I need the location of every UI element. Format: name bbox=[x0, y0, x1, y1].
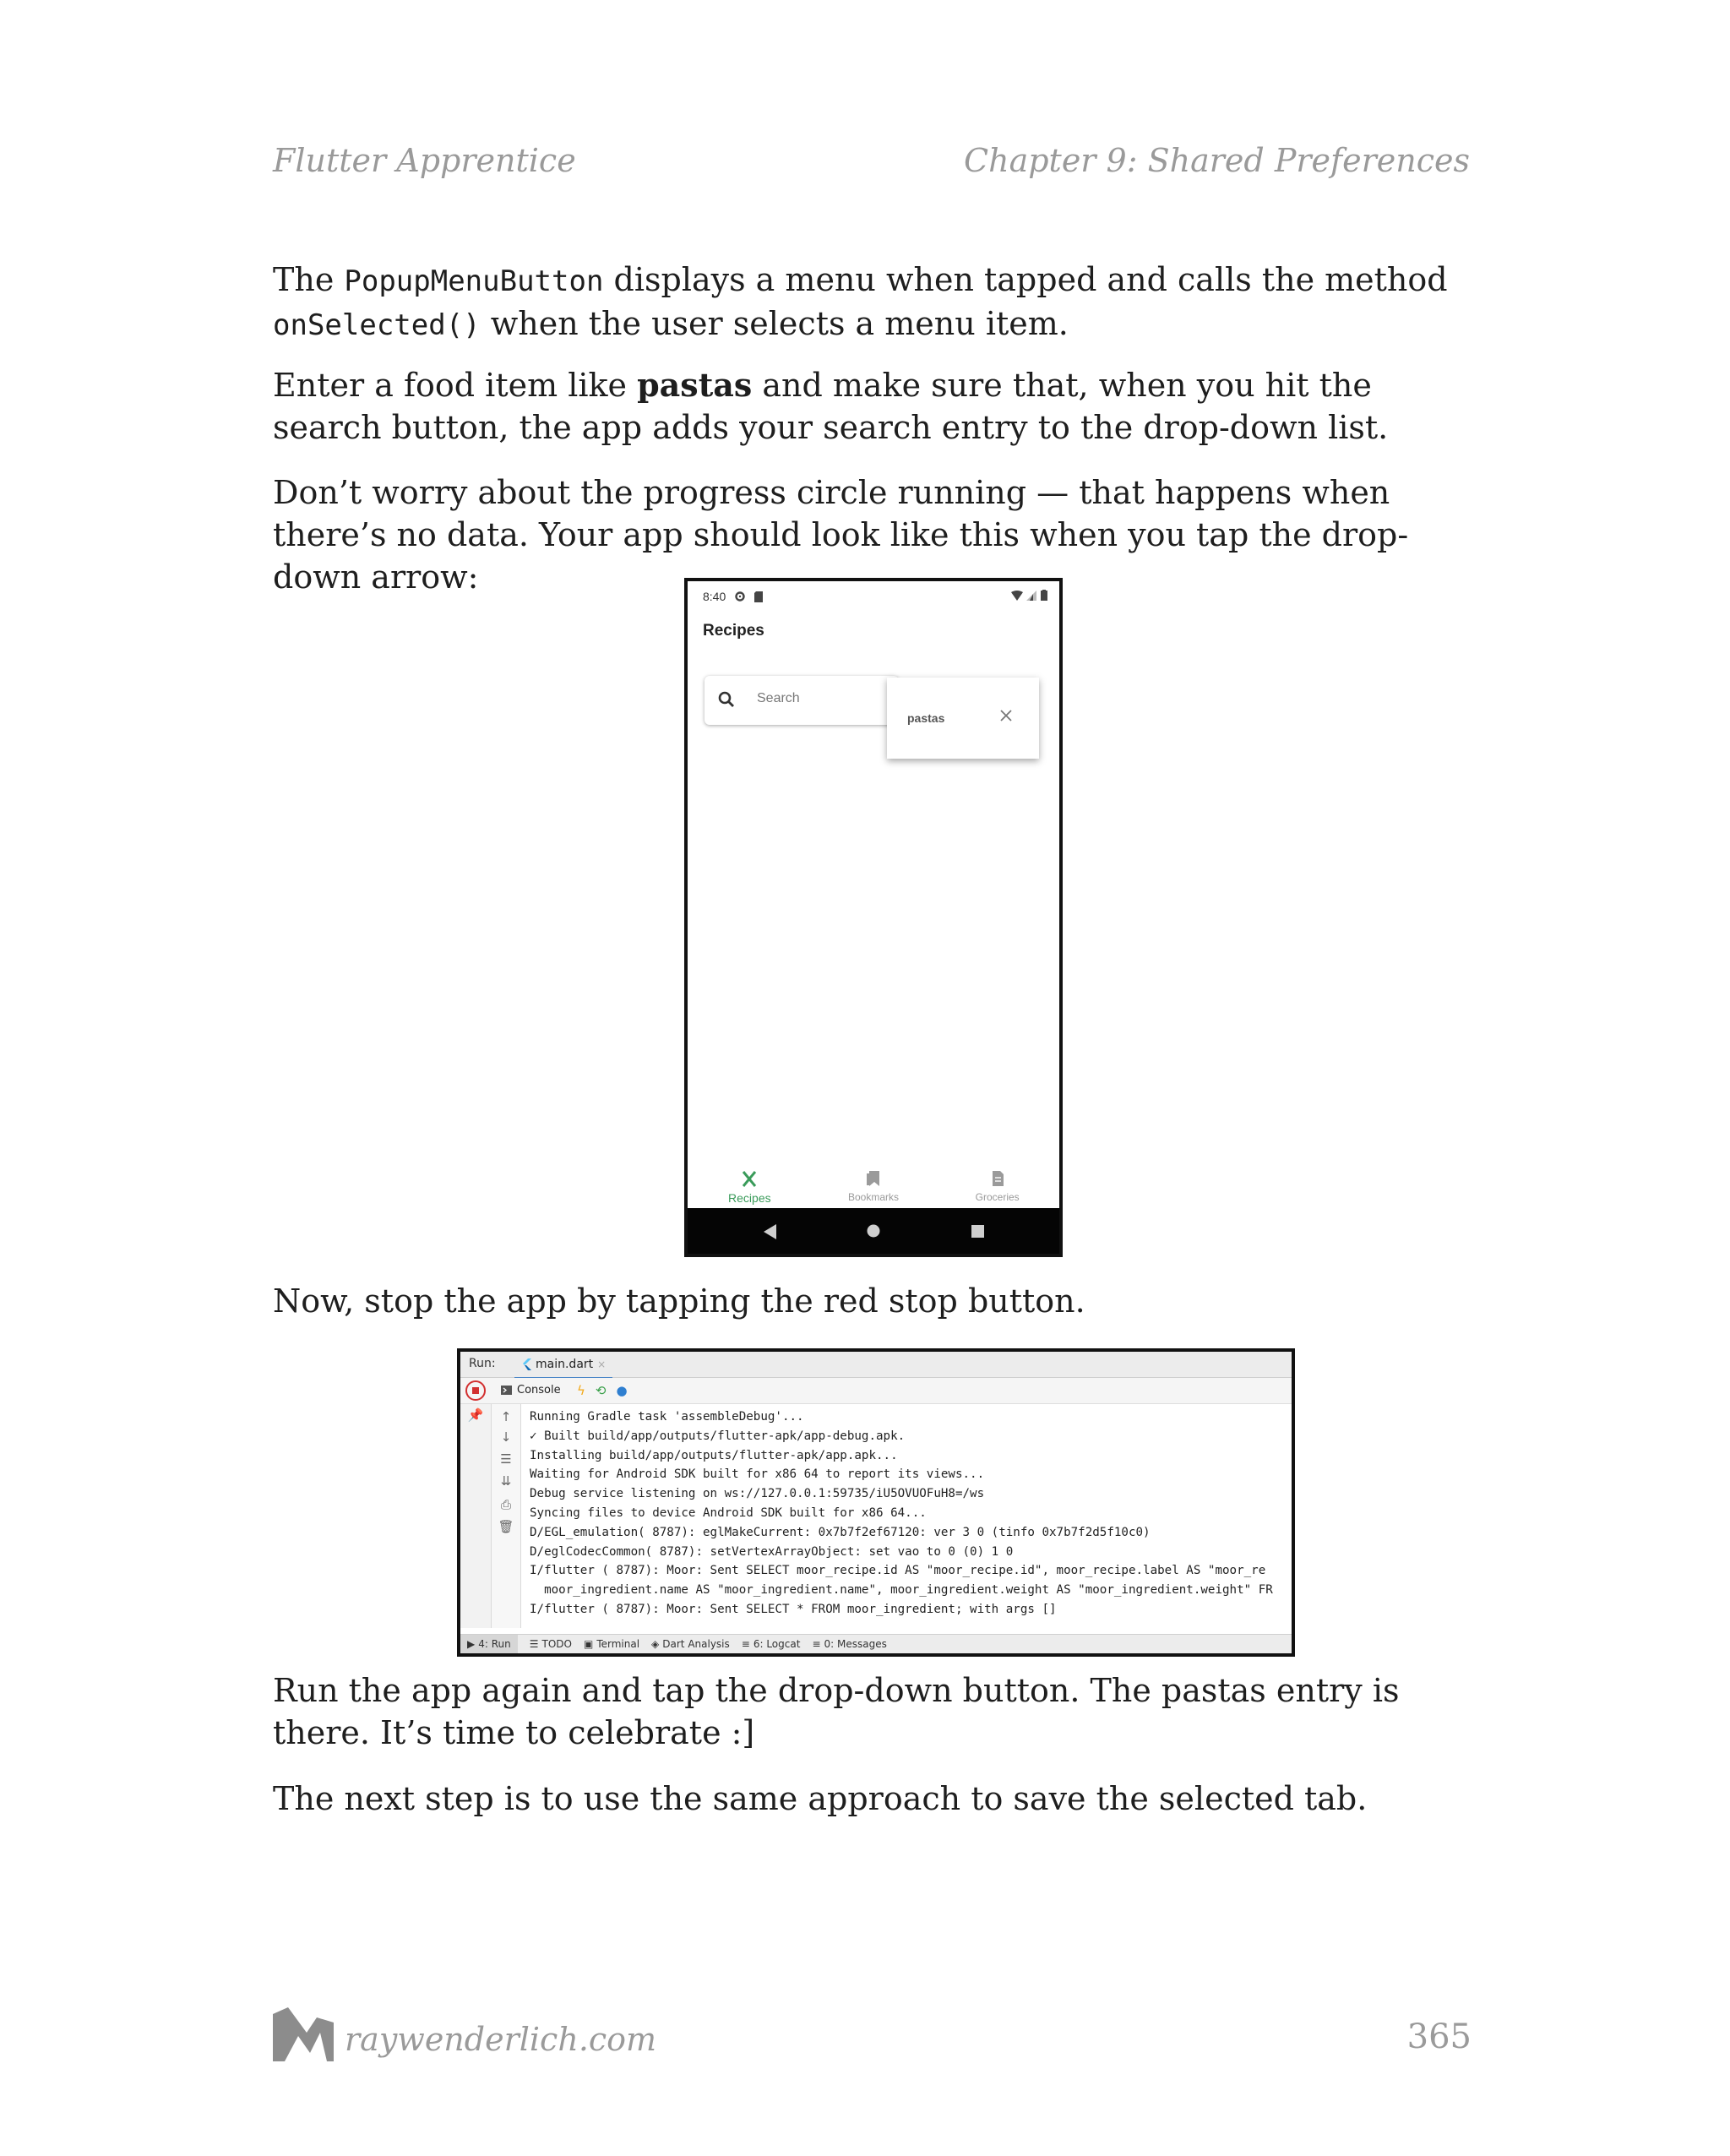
tool-tab-messages[interactable]: ≡ 0: Messages bbox=[812, 1638, 887, 1650]
toolbar-actions bbox=[577, 1383, 628, 1398]
console-line: Installing build/app/outputs/flutter-apk/app.apk... bbox=[530, 1448, 898, 1462]
print-icon[interactable]: ⎙ bbox=[500, 1497, 511, 1512]
phone-screenshot bbox=[684, 578, 1063, 1257]
flutter-icon bbox=[521, 1358, 531, 1370]
document-icon bbox=[988, 1169, 1007, 1188]
run-toolbar bbox=[460, 1378, 1292, 1404]
recents-icon[interactable] bbox=[971, 1225, 984, 1238]
console-line: Running Gradle task 'assembleDebug'... bbox=[530, 1410, 804, 1424]
scroll-to-end-icon[interactable]: ⇊ bbox=[500, 1473, 512, 1489]
nav-label-recipes: Recipes bbox=[728, 1191, 771, 1205]
console-line: D/EGL_emulation( 8787): eglMakeCurrent: 0x7b7f2ef67120: ver 3 0 (tinfo 0x7b7f2d5f10c0) bbox=[530, 1525, 1151, 1539]
text-run: when the user selects a menu item. bbox=[480, 305, 1069, 342]
tool-tab-label: Terminal bbox=[596, 1638, 640, 1650]
paragraph-progress-circle: Don’t worry about the progress circle running — that happens when there’s no data. Your app should look like this when you tap the drop-down arrow: bbox=[273, 474, 1409, 596]
footer-site-name: raywenderlich.com bbox=[345, 2021, 657, 2058]
bold-term-pastas: pastas bbox=[637, 366, 753, 404]
tool-tab-label: 0: Messages bbox=[824, 1638, 887, 1650]
run-tab-bar bbox=[460, 1352, 1292, 1378]
paragraph-next-step: The next step is to use the same approach to save the selected tab. bbox=[273, 1780, 1368, 1817]
paragraph-popup-menu bbox=[273, 259, 1481, 346]
page-number: 365 bbox=[1406, 2017, 1472, 2056]
tool-tab-run[interactable]: ▶ 4: Run bbox=[460, 1635, 518, 1653]
app-bar-title: Recipes bbox=[703, 622, 764, 640]
search-icon[interactable] bbox=[716, 689, 737, 710]
tool-tab-todo[interactable]: ☰ TODO bbox=[529, 1638, 572, 1650]
tab-label: main.dart bbox=[536, 1358, 594, 1371]
scroll-up-icon[interactable]: ↑ bbox=[500, 1409, 512, 1424]
run-label: Run: bbox=[469, 1357, 496, 1370]
console-line: I/flutter ( 8787): Moor: Sent SELECT moor_recipe.id AS "moor_recipe.id", moor_recipe.label AS "moor_re bbox=[530, 1564, 1266, 1578]
nav-label-groceries: Groceries bbox=[975, 1191, 1020, 1203]
console-line: D/eglCodecCommon( 8787): setVertexArrayObject: set vao to 0 (0) 1 0 bbox=[530, 1544, 1014, 1559]
paragraph-enter-food bbox=[273, 364, 1481, 449]
scroll-down-icon[interactable]: ↓ bbox=[500, 1429, 512, 1445]
status-time: 8:40 bbox=[703, 590, 726, 603]
running-header-book-title: Flutter Apprentice bbox=[273, 142, 576, 179]
console-icon bbox=[501, 1386, 512, 1395]
status-bar-right bbox=[1011, 590, 1047, 603]
status-bar-left bbox=[703, 590, 763, 603]
stop-button[interactable] bbox=[465, 1380, 486, 1401]
console-gutter bbox=[492, 1404, 521, 1628]
console-line: Syncing files to device Android SDK built for x86 64... bbox=[530, 1505, 927, 1520]
inline-code-onselected: onSelected() bbox=[273, 308, 481, 342]
console-label: Console bbox=[517, 1384, 561, 1396]
text-run: Enter a food item like bbox=[273, 367, 638, 404]
pin-icon[interactable]: 📌 bbox=[467, 1407, 484, 1423]
raywenderlich-logo bbox=[273, 2007, 334, 2061]
tool-tab-label: 6: Logcat bbox=[753, 1638, 801, 1650]
tool-tab-label: TODO bbox=[541, 1638, 572, 1650]
devtools-icon[interactable]: ● bbox=[616, 1383, 628, 1398]
battery-icon bbox=[1041, 590, 1047, 601]
paragraph-stop-app: Now, stop the app by tapping the red stop button. bbox=[273, 1282, 1085, 1320]
system-navigation-bar bbox=[688, 1208, 1059, 1254]
search-placeholder: Search bbox=[757, 691, 800, 705]
back-icon[interactable] bbox=[764, 1224, 777, 1239]
close-icon[interactable] bbox=[997, 706, 1015, 725]
text-run: displays a menu when tapped and calls the method bbox=[603, 261, 1448, 298]
hot-restart-icon[interactable]: ⟲ bbox=[595, 1383, 607, 1398]
tab-main-dart[interactable] bbox=[514, 1352, 612, 1380]
run-gutter bbox=[460, 1404, 492, 1628]
signal-icon bbox=[1026, 591, 1036, 601]
running-header-chapter-title: Chapter 9: Shared Preferences bbox=[964, 142, 1470, 179]
tool-tab-dart-analysis[interactable]: ◈ Dart Analysis bbox=[651, 1638, 730, 1650]
text-run: The bbox=[273, 261, 345, 298]
search-field[interactable] bbox=[705, 676, 899, 725]
trash-icon[interactable]: 🗑 bbox=[498, 1519, 514, 1534]
inline-code-popupmenubutton: PopupMenuButton bbox=[344, 264, 604, 298]
ide-run-panel-screenshot bbox=[457, 1348, 1295, 1657]
console-output bbox=[530, 1407, 1273, 1620]
menu-item-pastas[interactable]: pastas bbox=[907, 711, 945, 725]
console-line: ✓ Built build/app/outputs/flutter-apk/app-debug.apk. bbox=[530, 1429, 906, 1443]
tool-tab-terminal[interactable]: ▣ Terminal bbox=[583, 1638, 640, 1650]
sd-card-icon bbox=[754, 591, 763, 602]
soft-wrap-icon[interactable]: ☰ bbox=[500, 1451, 512, 1467]
wifi-icon bbox=[1011, 591, 1023, 601]
console-tab[interactable] bbox=[501, 1384, 561, 1396]
nav-label-bookmarks: Bookmarks bbox=[847, 1191, 900, 1203]
paragraph-run-again: Run the app again and tap the drop-down button. The pastas entry is there. It’s time to celebrate :] bbox=[273, 1672, 1400, 1751]
console-line: moor_ingredient.name AS "moor_ingredient.name", moor_ingredient.weight AS "moor_ingredient.weight" FR bbox=[530, 1583, 1273, 1598]
text-run: and make sure that, when you hit the search button, the app adds your search entry to the drop-down list. bbox=[273, 367, 1389, 446]
close-icon[interactable]: × bbox=[597, 1358, 607, 1370]
stop-icon bbox=[472, 1387, 479, 1394]
console-line: Waiting for Android SDK built for x86 64 to report its views... bbox=[530, 1467, 985, 1482]
tool-window-bar bbox=[460, 1634, 1292, 1653]
tool-tab-logcat[interactable]: ≡ 6: Logcat bbox=[741, 1638, 801, 1650]
tool-tab-label: 4: Run bbox=[478, 1638, 511, 1650]
dropdown-menu bbox=[887, 678, 1039, 759]
console-line: I/flutter ( 8787): Moor: Sent SELECT * FROM moor_ingredient; with args [] bbox=[530, 1602, 1057, 1616]
restaurant-icon bbox=[740, 1169, 759, 1188]
tool-tab-label: Dart Analysis bbox=[662, 1638, 730, 1650]
settings-icon bbox=[734, 591, 746, 602]
console-line: Debug service listening on ws://127.0.0.1:59735/iU5OVUOFuH8=/ws bbox=[530, 1487, 985, 1501]
home-icon[interactable] bbox=[867, 1224, 880, 1238]
bookmarks-icon bbox=[864, 1169, 883, 1188]
hot-reload-icon[interactable]: ϟ bbox=[577, 1383, 585, 1398]
